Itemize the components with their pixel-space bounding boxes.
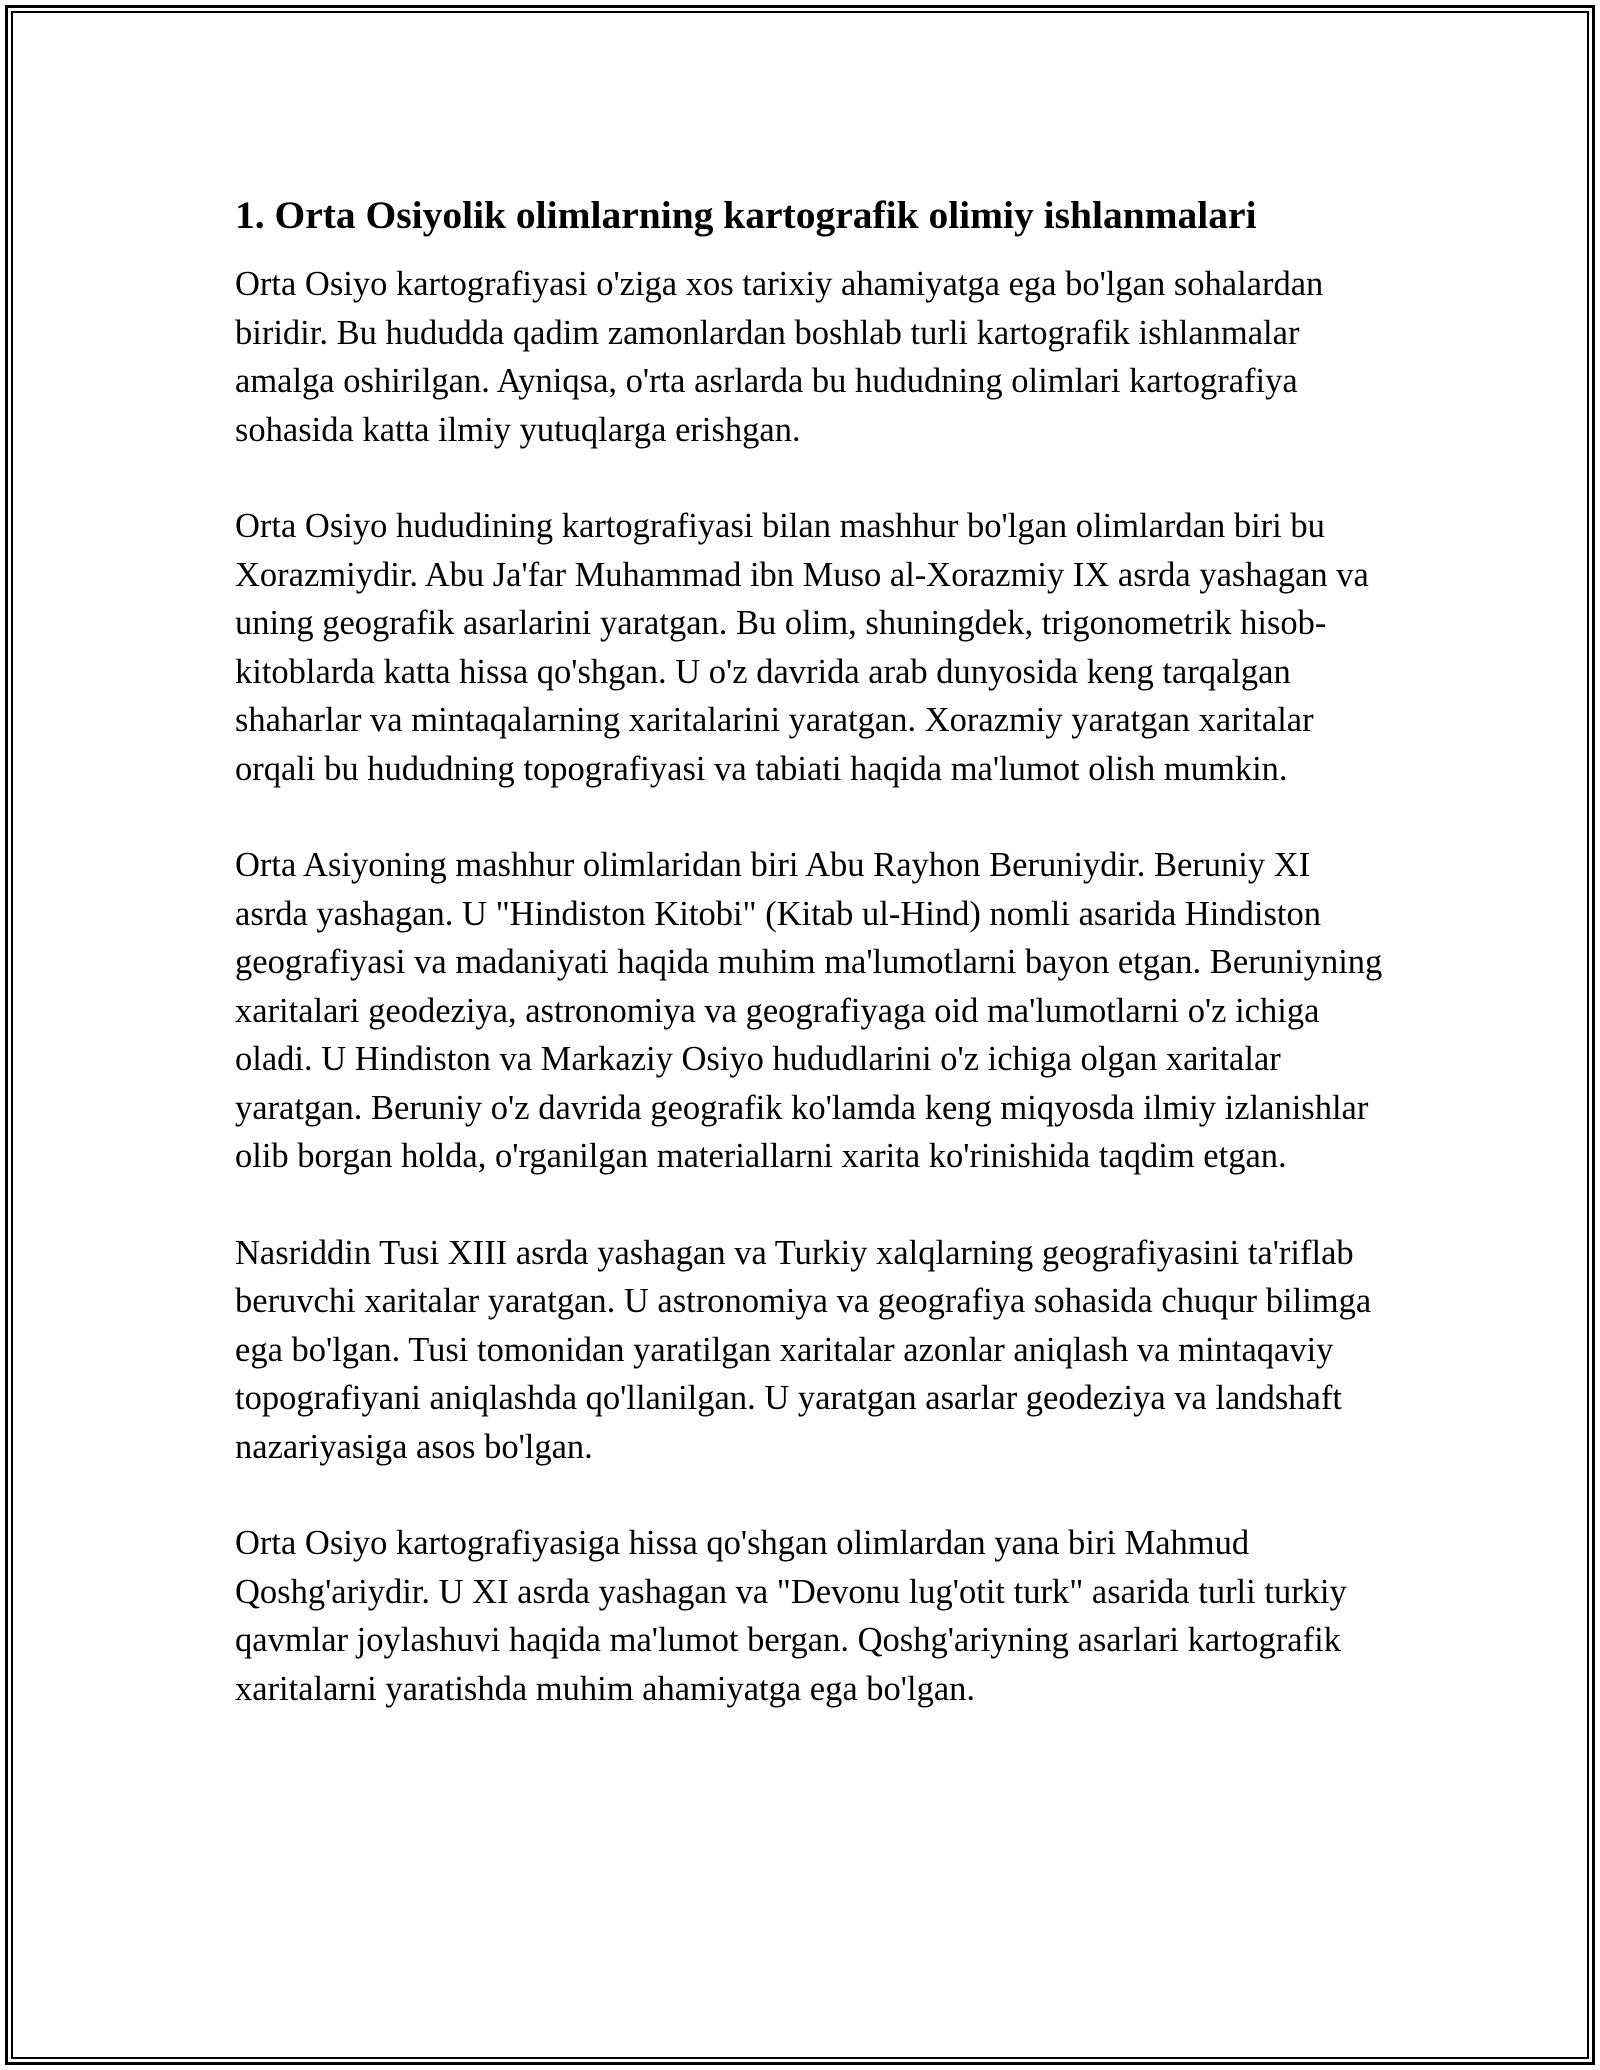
paragraph-qoshgariy: Orta Osiyo kartografiyasiga hissa qo'shgan olimlardan yana biri Mahmud Qoshg'ariydir. U XI asrda yashagan va "Devonu lug'otit turk" asarida turli turkiy qavmlar joylashuvi haqida ma'lumot bergan. Qoshg'ariyning asarlari kartografik xaritalarni yaratishda muhim ahamiyatga ega bo'lgan. (235, 1524, 1347, 1708)
paragraph-intro: Orta Osiyo kartografiyasi o'ziga xos tarixiy ahamiyatga ega bo'lgan sohalardan biridir. Bu hududda qadim zamonlardan boshlab turli kartografik ishlanmalar amalga oshirilgan. Ayniqsa, o'rta asrlarda bu hududning olimlari kartografiya sohasida katta ilmiy yutuqlarga erishgan. (235, 265, 1324, 449)
document-title: 1. Orta Osiyolik olimlarning kartografik olimiy ishlanmalari (235, 193, 1257, 237)
paragraph-tusi: Nasriddin Tusi XIII asrda yashagan va Turkiy xalqlarning geografiyasini ta'riflab beruvchi xaritalar yaratgan. U astronomiya va geografiya sohasida chuqur bilimga ega bo'lgan. Tusi tomonidan yaratilgan xaritalar azonlar aniqlash va mintaqaviy topografiyani aniqlashda qo'llanilgan. U yaratgan asarlar geodeziya va landshaft nazariyasiga asos bo'lgan. (235, 1233, 1372, 1466)
paragraph-xorazmiy: Orta Osiyo hududining kartografiyasi bilan mashhur bo'lgan olimlardan biri bu Xorazmiydir. Abu Ja'far Muhammad ibn Muso al-Xorazmiy IX asrda yashagan va uning geografik asarlarini yaratgan. Bu olim, shuningdek, trigonometrik hisob-kitoblarda katta hissa qo'shgan. U o'z davrida arab dunyosida keng tarqalgan shaharlar va mintaqalarning xaritalarini yaratgan. Xorazmiy yaratgan xaritalar orqali bu hududning topografiyasi va tabiati haqida ma'lumot olish mumkin. (235, 507, 1369, 788)
document-body (235, 188, 1385, 1761)
paragraph-beruniy: Orta Asiyoning mashhur olimlaridan biri Abu Rayhon Beruniydir. Beruniy XI asrda yashagan. U "Hindiston Kitobi" (Kitab ul-Hind) nomli asarida Hindiston geografiyasi va madaniyati haqida muhim ma'lumotlarni bayon etgan. Beruniyning xaritalari geodeziya, astronomiya va geografiyaga oid ma'lumotlarni o'z ichiga oladi. U Hindiston va Markaziy Osiyo hududlarini o'z ichiga olgan xaritalar yaratgan. Beruniy o'z davrida geografik ko'lamda keng miqyosda ilmiy izlanishlar olib borgan holda, o'rganilgan materiallarni xarita ko'rinishida taqdim etgan. (235, 846, 1383, 1175)
